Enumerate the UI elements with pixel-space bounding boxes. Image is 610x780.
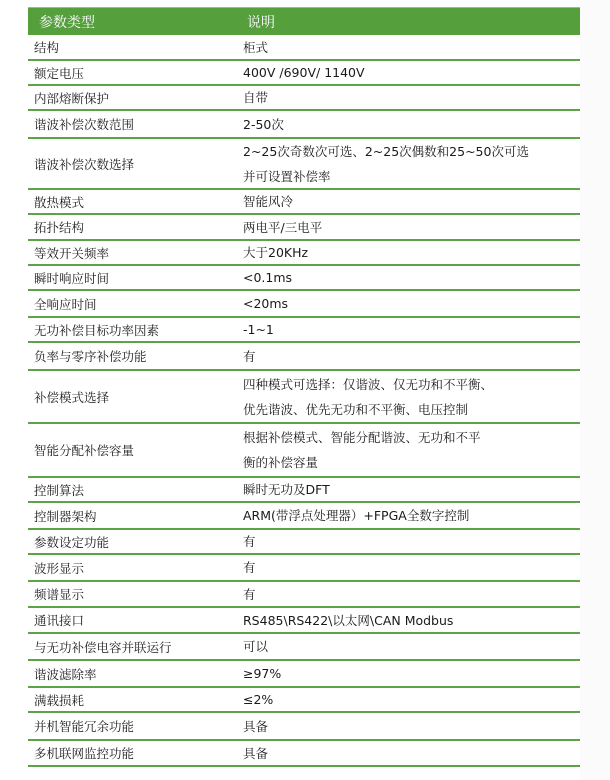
param-name: 谐波滤除率 bbox=[34, 666, 97, 682]
table-row bbox=[28, 741, 580, 767]
param-value: ARM(带浮点处理器）+FPGA全数字控制 bbox=[243, 508, 470, 523]
param-value: 四种模式可选择：仅谐波、仅无功和不平衡、 优先谐波、优先无功和不平衡、电压控制 bbox=[243, 376, 494, 417]
param-value: 具备 bbox=[243, 718, 269, 734]
param-name: 等效开关频率 bbox=[34, 245, 110, 261]
param-value: 2~25次奇数次可选、2~25次偶数和25~50次可选 并可设置补偿率 bbox=[243, 143, 529, 184]
param-name: 频谱显示 bbox=[34, 587, 85, 602]
param-value: 有 bbox=[243, 560, 256, 575]
param-name: 拓扑结构 bbox=[34, 220, 85, 235]
param-value: 有 bbox=[243, 348, 256, 364]
param-name: 控制算法 bbox=[34, 482, 85, 498]
table-row bbox=[28, 634, 580, 661]
table-row bbox=[28, 555, 580, 582]
table-row bbox=[28, 241, 580, 266]
param-name: 全响应时间 bbox=[34, 296, 97, 312]
param-value: 两电平/三电平 bbox=[243, 219, 323, 235]
param-value: 智能风冷 bbox=[243, 194, 294, 209]
param-name: 谐波补偿次数选择 bbox=[34, 156, 135, 172]
param-name: 多机联网监控功能 bbox=[34, 746, 135, 761]
param-value: <0.1ms bbox=[243, 270, 293, 285]
param-value: 400V /690V/ 1140V bbox=[243, 65, 365, 80]
param-value: 有 bbox=[243, 586, 256, 602]
param-value: 瞬时无功及DFT bbox=[243, 482, 330, 497]
header-param-type: 参数类型 bbox=[39, 14, 95, 31]
param-value: ≥97% bbox=[243, 666, 282, 681]
table-row bbox=[28, 530, 580, 555]
param-name: 内部熔断保护 bbox=[34, 90, 110, 106]
param-name: 智能分配补偿容量 bbox=[34, 443, 135, 458]
param-value: 根据补偿模式、智能分配谐波、无功和不平 衡的补偿容量 bbox=[243, 430, 481, 470]
param-value: ≤2% bbox=[243, 692, 274, 707]
table-row bbox=[28, 266, 580, 291]
table-row bbox=[28, 371, 580, 424]
header-description: 说明 bbox=[247, 14, 275, 31]
param-name: 无功补偿目标功率因素 bbox=[34, 322, 160, 338]
table-row bbox=[28, 424, 580, 478]
page-margin bbox=[580, 0, 610, 780]
table-row bbox=[28, 688, 580, 713]
param-name: 参数设定功能 bbox=[34, 534, 110, 550]
param-value: 可以 bbox=[243, 639, 269, 654]
param-name: 波形显示 bbox=[34, 560, 85, 576]
table-row bbox=[28, 478, 580, 503]
param-name: 瞬时响应时间 bbox=[34, 270, 110, 286]
param-value: 2-50次 bbox=[243, 116, 284, 132]
param-value: RS485\RS422\以太网\CAN Modbus bbox=[243, 612, 454, 628]
table-row bbox=[28, 86, 580, 111]
spec-table bbox=[28, 7, 580, 767]
param-name: 与无功补偿电容并联运行 bbox=[34, 639, 172, 655]
param-name: 补偿模式选择 bbox=[34, 389, 110, 405]
param-name: 控制器架构 bbox=[34, 508, 97, 524]
table-row bbox=[28, 61, 580, 86]
table-row bbox=[28, 503, 580, 530]
param-name: 负率与零序补偿功能 bbox=[34, 349, 147, 364]
param-name: 额定电压 bbox=[34, 65, 85, 81]
table-row bbox=[28, 343, 580, 371]
param-value: 有 bbox=[243, 534, 256, 549]
table-row bbox=[28, 318, 580, 343]
table-row bbox=[28, 608, 580, 634]
param-name: 满载损耗 bbox=[34, 692, 85, 708]
param-value: 柜式 bbox=[243, 39, 269, 55]
param-name: 散热模式 bbox=[34, 194, 85, 210]
param-value: -1~1 bbox=[243, 322, 274, 337]
table-row bbox=[28, 111, 580, 139]
table-row bbox=[28, 582, 580, 608]
table-row bbox=[28, 215, 580, 241]
param-value: 具备 bbox=[243, 745, 269, 761]
param-name: 并机智能冗余功能 bbox=[34, 719, 135, 734]
table-row bbox=[28, 661, 580, 688]
param-name: 通讯接口 bbox=[34, 613, 85, 628]
param-value: 自带 bbox=[243, 90, 269, 105]
table-header bbox=[28, 7, 580, 35]
table-row bbox=[28, 713, 580, 741]
table-row bbox=[28, 139, 580, 190]
param-value: <20ms bbox=[243, 296, 289, 311]
table-row bbox=[28, 35, 580, 61]
param-value: 大于20KHz bbox=[243, 245, 309, 260]
param-name: 结构 bbox=[34, 40, 60, 55]
table-row bbox=[28, 190, 580, 215]
param-name: 谐波补偿次数范围 bbox=[34, 117, 135, 132]
table-row bbox=[28, 291, 580, 318]
